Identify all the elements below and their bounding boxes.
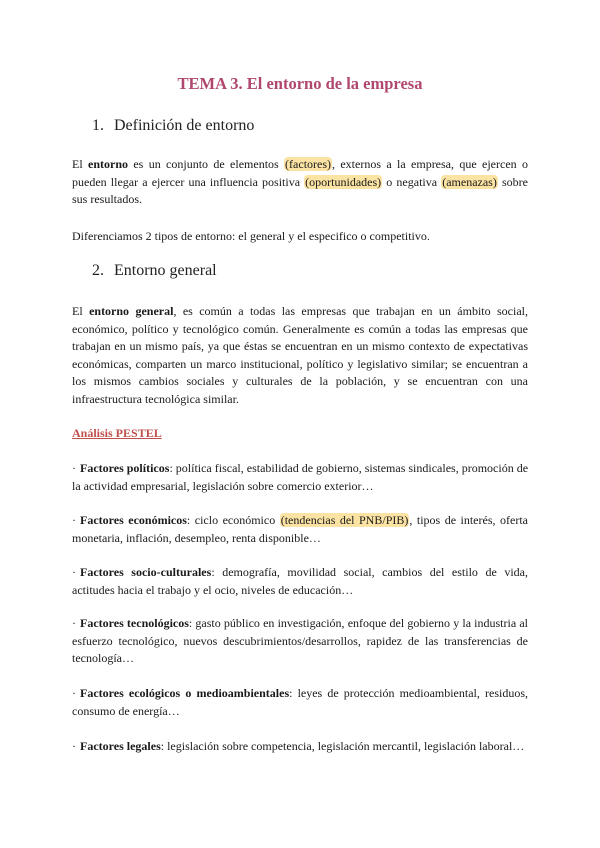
bullet: ·	[72, 461, 76, 475]
text-run: El	[72, 157, 89, 171]
section-title: Entorno general	[114, 262, 217, 279]
factor-label: Factores económicos	[80, 513, 187, 527]
highlight: (oportunidades)	[305, 174, 382, 189]
factor-label: Factores políticos	[80, 461, 170, 475]
pestel-item	[72, 512, 528, 547]
text-run: o negativa	[382, 174, 442, 189]
pestel-heading: Análisis PESTEL	[72, 426, 162, 440]
text-run: , es común a todas las empresas que trabajan en un ámbito social, económico, político y tecnológico común. Generalmente es común a todas las empresas que trabajan en un mismo país, ya que éstas se encuentran en un mismo contexto de expectativas económicas, comparten un marco institucional, político y legislativo similar; se encuentran a los mismos cambios sociales y culturales de la población, y se encuentran con una infraestructura tecnológica similar.	[72, 304, 529, 406]
factor-text: : legislación sobre competencia, legislación mercantil, legislación laboral…	[160, 739, 525, 753]
paragraph-definicion	[72, 156, 528, 209]
document-title: TEMA 3. El entorno de la empresa	[177, 74, 423, 93]
bullet: ·	[72, 565, 76, 579]
section-number: 1.	[92, 117, 104, 134]
highlight: (tendencias del PNB/PIB)	[280, 513, 409, 527]
factor-text: : gasto público en investigación, enfoque del gobierno y la industria al esfuerzo tecnológico, nuevos descubrimientos/desarrollos, rapidez de las transferencias de tecnología…	[72, 616, 529, 665]
factor-label: Factores ecológicos o medioambientales	[80, 686, 290, 700]
highlight: (factores)	[285, 157, 332, 171]
bullet: ·	[72, 513, 76, 527]
section-heading-entorno-general	[92, 262, 217, 280]
highlight: (amenazas)	[442, 174, 497, 189]
factor-label: Factores socio-culturales	[80, 565, 212, 579]
section-title: Definición de entorno	[114, 117, 255, 134]
factor-text: : leyes de protección medioambiental, residuos, consumo de energía…	[72, 686, 528, 718]
factor-text: , tipos de interés, oferta monetaria, inflación, desempleo, renta disponible…	[72, 513, 528, 545]
pestel-item	[72, 564, 528, 599]
factor-text: : ciclo económico	[186, 513, 280, 527]
pestel-item	[72, 685, 528, 720]
bullet: ·	[72, 686, 76, 700]
bullet: ·	[72, 739, 76, 753]
pestel-item	[72, 738, 528, 756]
section-number: 2.	[92, 262, 104, 279]
text-run: , externos a la empresa, que ejercen o pueden llegar a ejercer una influencia positiva	[72, 157, 528, 189]
paragraph-tipos: Diferenciamos 2 tipos de entorno: el general y el especifico o competitivo.	[72, 229, 430, 243]
factor-text: : política fiscal, estabilidad de gobierno, sistemas sindicales, promoción de la actividad empresarial, legislación sobre comercio exterior…	[72, 461, 529, 493]
bullet: ·	[72, 616, 76, 630]
section-heading-definicion	[92, 117, 254, 135]
factor-label: Factores legales	[80, 739, 161, 753]
bold-term: entorno general	[89, 304, 174, 318]
text-run: sobre sus resultados.	[72, 174, 528, 206]
pestel-item	[72, 615, 528, 668]
text-run: es un conjunto de elementos	[128, 157, 285, 171]
paragraph-entorno-general	[72, 303, 528, 408]
pestel-item	[72, 460, 528, 495]
factor-label: Factores tecnológicos	[80, 616, 189, 630]
bold-term: entorno	[88, 157, 129, 171]
factor-text: : demografía, movilidad social, cambios del estilo de vida, actitudes hacia el trabajo y el ocio, niveles de educación…	[72, 565, 529, 597]
text-run: El	[72, 304, 90, 318]
